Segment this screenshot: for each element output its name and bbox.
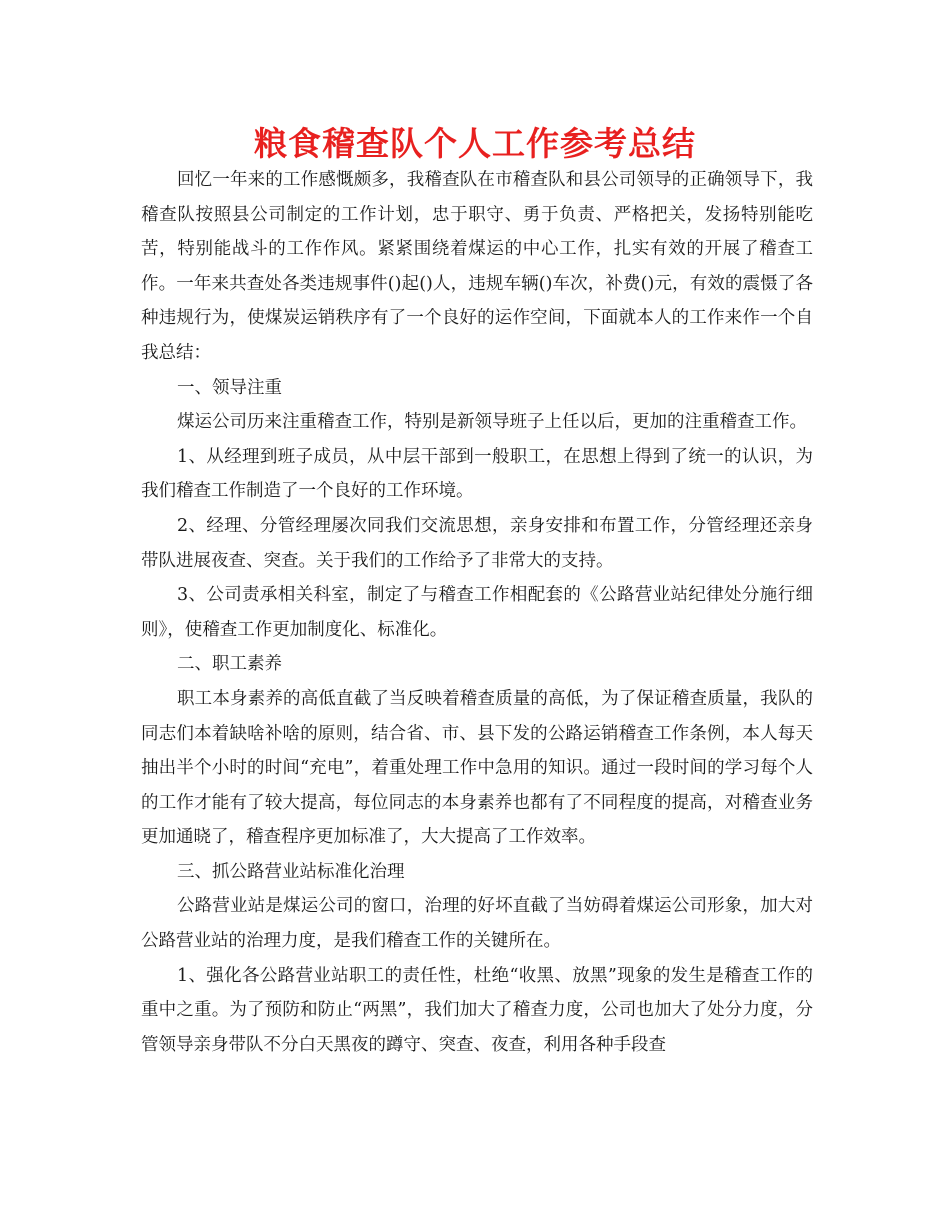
section-2-paragraph: 职工本身素养的高低直截了当反映着稽查质量的高低，为了保证稽查质量，我队的同志们本着缺啥补啥的原则，结合省、市、县下发的公路运销稽查工作条例，本人每天抽出半个小时的时间“充电”，着重处理工作中急用的知识。通过一段时间的学习每个人的工作才能有了较大提高，每位同志的本身素养也都有了不同程度的提高，对稽查业务更加通晓了，稽查程序更加标准了，大大提高了工作效率。: [141, 688, 813, 848]
section-heading-3: 三、抓公路营业站标准化治理: [177, 861, 405, 882]
document-title: 粮食稽查队个人工作参考总结: [254, 124, 696, 163]
section-1-item-3: 3、公司责承相关科室，制定了与稽查工作相配套的《公路营业站纪律处分施行细则》，使稽查工作更加制度化、标准化。: [141, 585, 813, 640]
section-3-item-1: 1、强化各公路营业站职工的责任性，杜绝“收黑、放黑”现象的发生是稽查工作的重中之重。为了预防和防止“两黑”，我们加大了稽查力度，公司也加大了处分力度，分管领导亲身带队不分白天黑夜的蹲守、突查、夜查，利用各种手段查: [141, 965, 813, 1055]
document-body: [141, 163, 813, 1062]
section-1-paragraph: 煤运公司历来注重稽查工作，特别是新领导班子上任以后，更加的注重稽查工作。: [177, 412, 807, 433]
section-3-paragraph: 公路营业站是煤运公司的窗口，治理的好坏直截了当妨碍着煤运公司形象，加大对公路营业站的治理力度，是我们稽查工作的关键所在。: [141, 896, 813, 952]
section-heading-1: 一、领导注重: [177, 377, 282, 398]
section-1-item-1: 1、从经理到班子成员，从中层干部到一般职工，在思想上得到了统一的认识，为我们稽查工作制造了一个良好的工作环境。: [141, 446, 813, 502]
intro-paragraph: 回忆一年来的工作感慨颇多，我稽查队在市稽查队和县公司领导的正确领导下，我稽查队按照县公司制定的工作计划，忠于职守、勇于负责、严格把关，发扬特别能吃苦，特别能战斗的工作作风。紧紧围绕着煤运的中心工作，扎实有效的开展了稽查工作。一年来共查处各类违规事件()起()人，违规车辆()车次，补费()元，有效的震慑了各种违规行为，使煤炭运销秩序有了一个良好的运作空间，下面就本人的工作来作一个自我总结：: [141, 170, 813, 363]
section-1-item-2: 2、经理、分管经理屡次同我们交流思想，亲身安排和布置工作，分管经理还亲身带队进展夜查、突查。关于我们的工作给予了非常大的支持。: [141, 515, 813, 571]
section-heading-2: 二、职工素养: [177, 654, 282, 675]
